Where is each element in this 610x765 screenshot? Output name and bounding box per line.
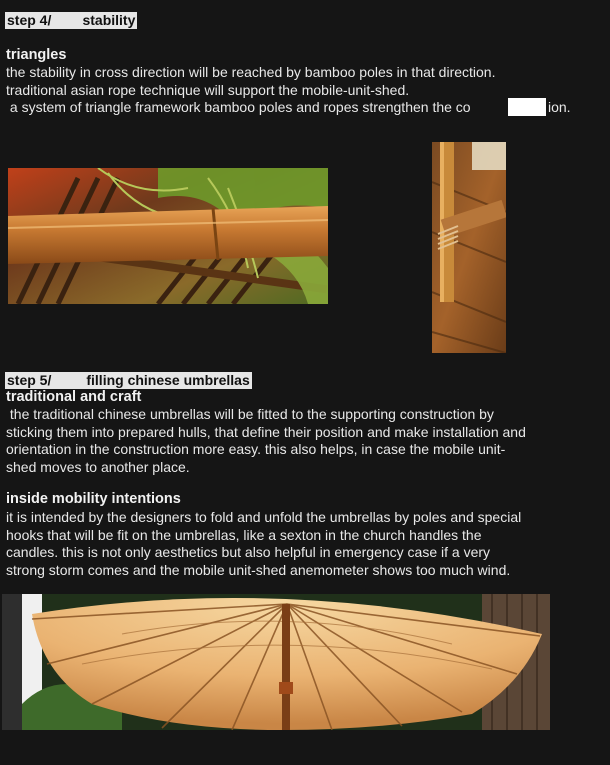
step5-p2-line-1: it is intended by the designers to fold and unfold the umbrellas by poles and special	[6, 509, 522, 525]
step5-subheading: traditional and craft	[6, 389, 142, 405]
chinese-umbrella-photo	[2, 594, 550, 730]
step5-subheading-2: inside mobility intentions	[6, 491, 181, 507]
step5-p2-line-2: hooks that will be fit on the umbrellas, like a sexton in the church handles the	[6, 526, 482, 543]
step4-text	[6, 64, 495, 117]
step5-p2-line-3: candles. this is not only aesthetics but also helpful in emergency case if a very	[6, 544, 491, 560]
step4-line-1: the stability in cross direction will be reached by bamboo poles in that direction.	[6, 64, 496, 80]
step5-p1-line-2: sticking them into prepared hulls, that define their position and make installation and	[6, 423, 526, 440]
step4-line-3: a system of triangle framework bamboo poles and ropes strengthen the co	[6, 99, 471, 115]
bamboo-pole-photo	[8, 168, 328, 304]
step5-p2-line-4: strong storm comes and the mobile unit-shed anemometer shows too much wind.	[6, 561, 511, 578]
white-mask-patch	[508, 98, 546, 116]
step5-paragraph-2	[6, 509, 521, 579]
step5-p1-line-4: shed moves to another place.	[6, 458, 190, 475]
step5-p1-line-3: orientation in the construction more easy. this also helps, in case the mobile unit-	[6, 441, 506, 457]
bamboo-joint-photo	[432, 142, 506, 353]
step5-paragraph-1	[6, 406, 526, 476]
step5-header: step 5/ filling chinese umbrellas	[7, 372, 250, 388]
step4-subheading: triangles	[6, 47, 67, 63]
step4-line-3-end: ion.	[548, 99, 571, 115]
step4-header: step 4/ stability	[7, 12, 136, 28]
step4-line-2: traditional asian rope technique will support the mobile-unit-shed.	[6, 81, 410, 98]
step5-p1-line-1: the traditional chinese umbrellas will be fitted to the supporting construction by	[6, 406, 494, 422]
